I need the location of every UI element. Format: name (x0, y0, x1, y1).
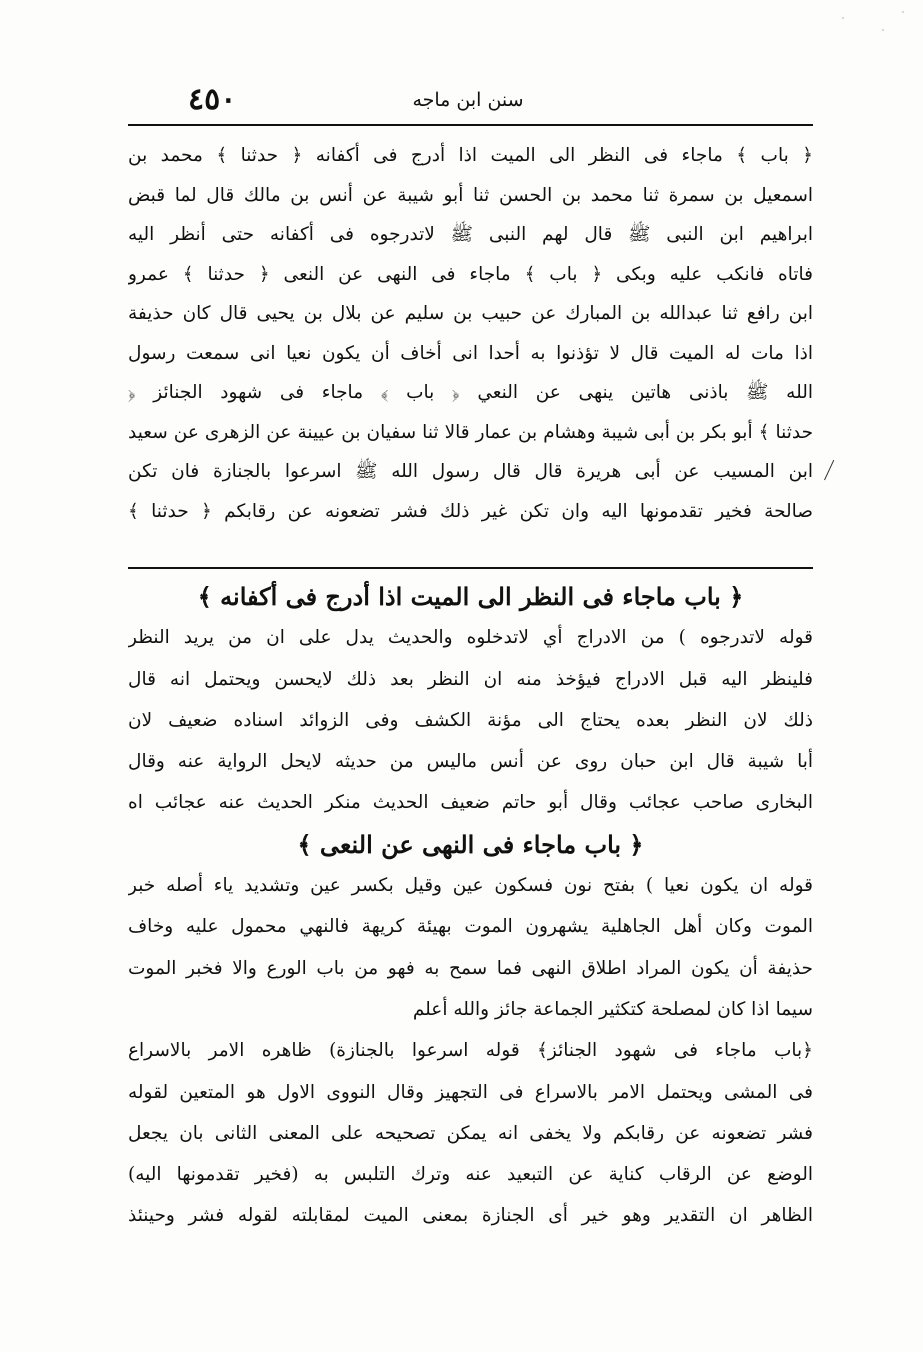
commentary-heading: ﴿ باب ماجاء فى النظر الى الميت اذا أدرج فى أكفانه ﴾ (197, 582, 744, 611)
hadith-line: اسمعيل بن سمرة ثنا محمد بن الحسن ثنا أبو شيبة عن أنس بن مالك قال لما قبض (128, 184, 813, 206)
page-header (128, 78, 808, 122)
hadith-line: اذا مات له الميت قال لا تؤذنوا به أحدا انى أخاف أن يكون نعيا انى سمعت رسول (128, 342, 813, 364)
hadith-line: الله ﷺ باذنى هاتين ينهى عن النعي ﴿ باب ﴾ ماجاء فى شهود الجنائز ﴿ (128, 382, 813, 403)
commentary-line: قوله لاتدرجوه ) من الادراج أي لاتدخلوه والحديث يدل على ان من يريد النظر (128, 627, 813, 649)
commentary-line: الوضع عن الرقاب كناية عن التبعيد عنه وترك التلبس به (فخير تقدمونها اليه) (128, 1164, 813, 1186)
commentary-text (128, 576, 813, 1237)
commentary-line: أبا شيبة قال ابن حبان روى عن أنس ماليس من حديثه لايحل الرواية عنه وقال (128, 751, 813, 773)
hadith-text (128, 136, 813, 531)
page-number: ٤٥٠ (188, 82, 237, 117)
commentary-line: سيما اذا كان لمصلحة كتكثير الجماعة جائز والله أعلم (412, 998, 813, 1020)
commentary-line: حذيفة أن يكون المراد اطلاق النهى فما سمح به فهو من باب الورع والا فخبر الموت (128, 957, 813, 979)
commentary-line: ذلك لان النظر بعده يحتاج الى مؤنة الكشف وفى الزوائد اسناده ضعيف لان (128, 709, 813, 731)
hadith-line: ابن رافع ثنا عبدالله بن المبارك عن حبيب بن سليم عن بلال بن يحيى قال كان حذيفة (128, 303, 813, 324)
commentary-line: الظاهر ان التقدير وهو خير أى الجنازة بمعنى الميت لمقابلته لقوله فشر وحينئذ (128, 1205, 813, 1227)
hadith-line: ﴿ باب ﴾ ماجاء فى النظر الى الميت اذا أدرج فى أكفانه ﴿ حدثنا ﴾ محمد بن (128, 145, 813, 166)
hadith-line: صالحة فخير تقدمونها اليه وان تكن غير ذلك فشر تضعونه عن رقابكم ﴿ حدثنا ﴾ (128, 500, 813, 522)
commentary-line: الموت وكان أهل الجاهلية يشهرون الموت بهيئة كريهة فالنهي محمول عليه وخاف (128, 916, 813, 938)
commentary-line: فلينظر اليه قبل الادراج فيؤخذ منه ان النظر بعد ذلك لايحسن ويحتمل انه قال (128, 668, 813, 690)
running-title: سنن ابن ماجه (412, 89, 524, 111)
header-rule (128, 124, 813, 126)
paper-specks (823, 0, 923, 60)
hadith-line: حدثنا ﴾ أبو بكر بن أبى شيبة وهشام بن عمار قالا ثنا سفيان بن عيينة عن الزهرى عن سعيد (128, 421, 813, 443)
hadith-line: ابن المسيب عن أبى هريرة قال قال رسول الله ﷺ اسرعوا بالجنازة فان تكن (128, 461, 813, 482)
hadith-line: فاتاه فانكب عليه وبكى ﴿ باب ﴾ ماجاء فى النهى عن النعى ﴿ حدثنا ﴾ عمرو (128, 263, 813, 285)
commentary-line: البخارى صاحب عجائب وقال أبو حاتم ضعيف الحديث منكر الحديث عنه عجائب اه (128, 792, 813, 814)
commentary-line: فشر تضعونه عن رقابكم ولا يخفى انه يمكن تصحيحه على المعنى الثانى بان يجعل (128, 1122, 813, 1144)
commentary-line: قوله ان يكون نعيا ) بفتح نون فسكون عين وقيل بكسر عين وتشديد ياء أصله خبر (128, 875, 813, 897)
margin-mark (824, 460, 847, 486)
commentary-line: ﴿باب ماجاء فى شهود الجنائز﴾ قوله اسرعوا بالجنازة) ظاهره الامر بالاسراع (128, 1040, 813, 1062)
commentary-heading: ﴿ باب ماجاء فى النهى عن النعى ﴾ (297, 829, 644, 859)
section-divider (128, 567, 813, 569)
commentary-line: فى المشى ويحتمل الامر بالاسراع فى التجهيز وقال النووى الاول هو المتعين لقوله (128, 1081, 813, 1103)
hadith-line: ابراهيم ابن النبى ﷺ قال لهم النبى ﷺ لاتدرجوه فى أكفانه حتى أنظر اليه (128, 224, 813, 245)
